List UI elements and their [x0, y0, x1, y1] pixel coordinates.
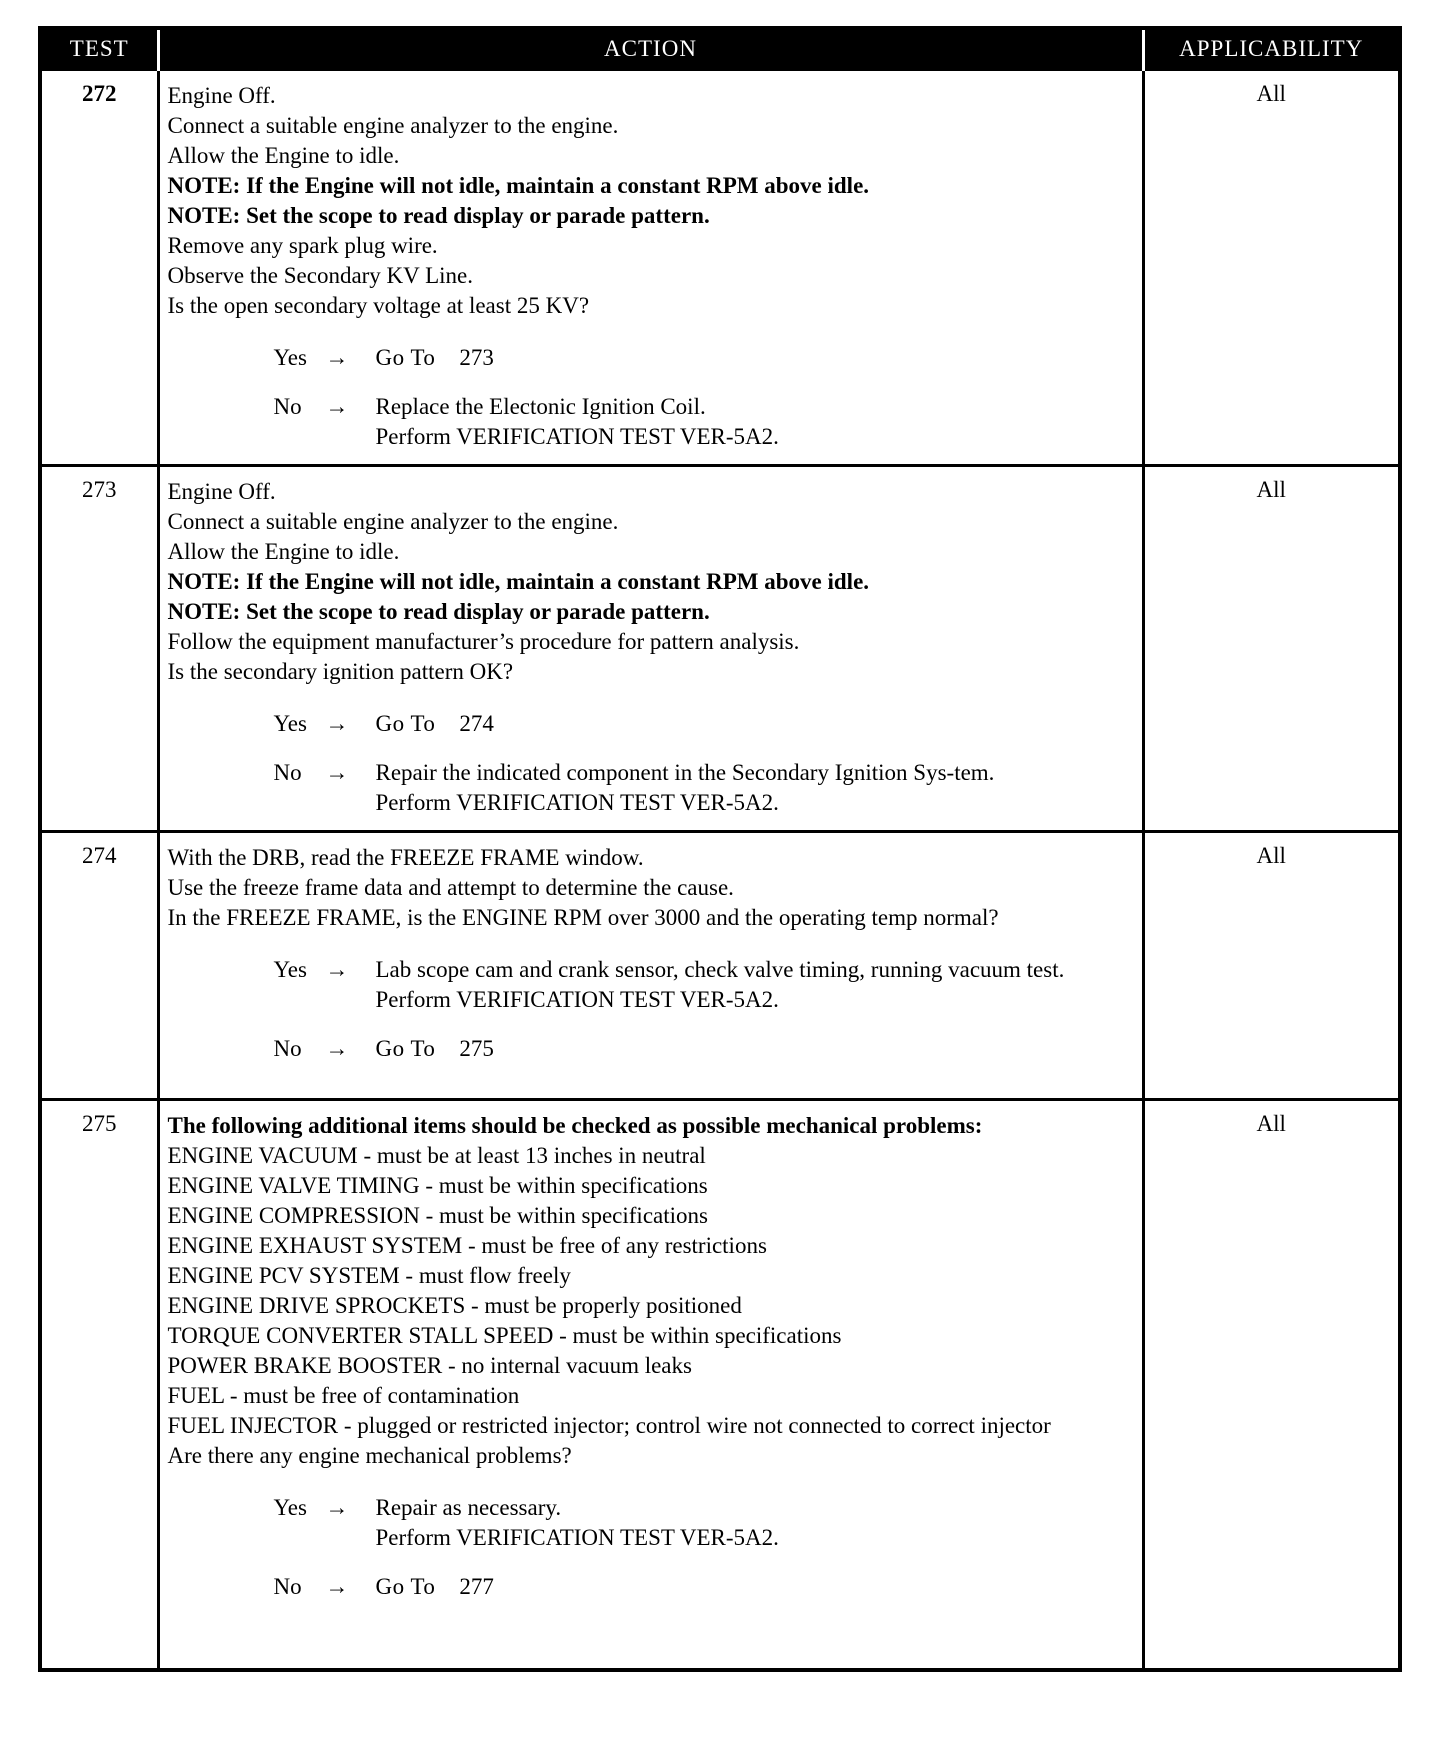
yes-label: Yes [273, 957, 307, 982]
check-item: ENGINE VALVE TIMING - must be within specifications [167, 1173, 708, 1198]
arrow-icon: → [325, 345, 349, 370]
action-line: Follow the equipment manufacturer’s procedure for pattern analysis. [167, 629, 800, 654]
table-row-test-273 [40, 466, 1400, 832]
applicability-value: All [1143, 70, 1400, 466]
question-line: In the FREEZE FRAME, is the ENGINE RPM over 3000 and the operating temp normal? [167, 905, 999, 930]
note-line: NOTE: Set the scope to read display or parade pattern. [167, 599, 710, 624]
action-line: Allow the Engine to idle. [167, 143, 400, 168]
action-cell [158, 832, 1143, 1100]
action-cell [158, 466, 1143, 832]
arrow-icon: → [325, 711, 349, 736]
goto-target: 277 [459, 1574, 494, 1599]
action-line: Observe the Secondary KV Line. [167, 263, 474, 288]
yes-label: Yes [273, 345, 307, 370]
question-line: Are there any engine mechanical problems? [167, 1443, 572, 1468]
test-number: 274 [40, 832, 158, 1100]
outcome-text: Repair as necessary. [375, 1495, 562, 1520]
no-label: No [273, 760, 302, 785]
no-outcome [274, 392, 1136, 452]
arrow-icon: → [325, 394, 349, 419]
goto-label: Go To [375, 1036, 436, 1061]
outcome-text: Replace the Electonic Ignition Coil. [375, 394, 706, 419]
no-label: No [273, 394, 302, 419]
test-number: 273 [40, 466, 158, 832]
action-line: Allow the Engine to idle. [167, 539, 400, 564]
arrow-icon: → [325, 1574, 349, 1599]
yes-outcome [274, 343, 1136, 373]
action-line: Use the freeze frame data and attempt to determine the cause. [167, 875, 734, 900]
applicability-value: All [1143, 1100, 1400, 1670]
table-header-row [40, 28, 1400, 70]
yes-label: Yes [273, 711, 307, 736]
outcome-text: Lab scope cam and crank sensor, check valve timing, running vacuum test. [375, 957, 1065, 982]
check-item: FUEL INJECTOR - plugged or restricted injector; control wire not connected to correct injector [167, 1413, 1051, 1438]
test-number: 272 [40, 70, 158, 466]
goto-label: Go To [375, 1574, 436, 1599]
yes-outcome [274, 955, 1136, 1015]
yes-label: Yes [273, 1495, 307, 1520]
arrow-icon: → [325, 957, 349, 982]
applicability-value: All [1143, 832, 1400, 1100]
check-item: ENGINE VACUUM - must be at least 13 inches in neutral [167, 1143, 706, 1168]
no-outcome [274, 1572, 1136, 1602]
action-line: Connect a suitable engine analyzer to the engine. [167, 509, 619, 534]
action-cell [158, 70, 1143, 466]
action-line: Connect a suitable engine analyzer to the engine. [167, 113, 619, 138]
perform-verification: Perform VERIFICATION TEST VER-5A2. [375, 424, 779, 449]
arrow-icon: → [325, 1495, 349, 1520]
no-outcome [274, 758, 1136, 818]
perform-verification: Perform VERIFICATION TEST VER-5A2. [375, 1525, 779, 1550]
header-applicability: APPLICABILITY [1143, 28, 1400, 70]
no-outcome [274, 1034, 1136, 1064]
question-line: Is the open secondary voltage at least 25 KV? [167, 293, 590, 318]
action-line: Engine Off. [167, 83, 276, 108]
check-item: ENGINE EXHAUST SYSTEM - must be free of any restrictions [167, 1233, 767, 1258]
question-line: Is the secondary ignition pattern OK? [167, 659, 514, 684]
table-row-test-272 [40, 70, 1400, 466]
check-item: POWER BRAKE BOOSTER - no internal vacuum leaks [167, 1353, 692, 1378]
goto-target: 275 [459, 1036, 494, 1061]
check-item: ENGINE PCV SYSTEM - must flow freely [167, 1263, 571, 1288]
header-test: TEST [40, 28, 158, 70]
action-line: Remove any spark plug wire. [167, 233, 438, 258]
action-cell [158, 1100, 1143, 1670]
goto-label: Go To [375, 345, 436, 370]
applicability-value: All [1143, 466, 1400, 832]
action-line: Engine Off. [167, 479, 276, 504]
arrow-icon: → [325, 760, 349, 785]
table-row-test-274 [40, 832, 1400, 1100]
yes-outcome [274, 709, 1136, 739]
goto-label: Go To [375, 711, 436, 736]
note-line: NOTE: If the Engine will not idle, maintain a constant RPM above idle. [167, 173, 870, 198]
test-number: 275 [40, 1100, 158, 1670]
intro-line: The following additional items should be checked as possible mechanical problems: [167, 1113, 983, 1138]
action-line: With the DRB, read the FREEZE FRAME window. [167, 845, 644, 870]
check-item: FUEL - must be free of contamination [167, 1383, 520, 1408]
no-label: No [273, 1574, 302, 1599]
check-item: TORQUE CONVERTER STALL SPEED - must be within specifications [167, 1323, 842, 1348]
note-line: NOTE: Set the scope to read display or parade pattern. [167, 203, 710, 228]
diagnostic-test-table-page [38, 26, 1398, 1672]
goto-target: 273 [459, 345, 494, 370]
note-line: NOTE: If the Engine will not idle, maintain a constant RPM above idle. [167, 569, 870, 594]
yes-outcome [274, 1493, 1136, 1553]
table-row-test-275 [40, 1100, 1400, 1670]
check-item: ENGINE DRIVE SPROCKETS - must be properly positioned [167, 1293, 742, 1318]
header-action: ACTION [158, 28, 1143, 70]
goto-target: 274 [459, 711, 494, 736]
no-label: No [273, 1036, 302, 1061]
outcome-text: Repair the indicated component in the Secondary Ignition Sys-tem. [375, 760, 995, 785]
check-item: ENGINE COMPRESSION - must be within specifications [167, 1203, 708, 1228]
diagnostic-test-table [38, 26, 1402, 1672]
perform-verification: Perform VERIFICATION TEST VER-5A2. [375, 987, 779, 1012]
perform-verification: Perform VERIFICATION TEST VER-5A2. [375, 790, 779, 815]
arrow-icon: → [325, 1036, 349, 1061]
